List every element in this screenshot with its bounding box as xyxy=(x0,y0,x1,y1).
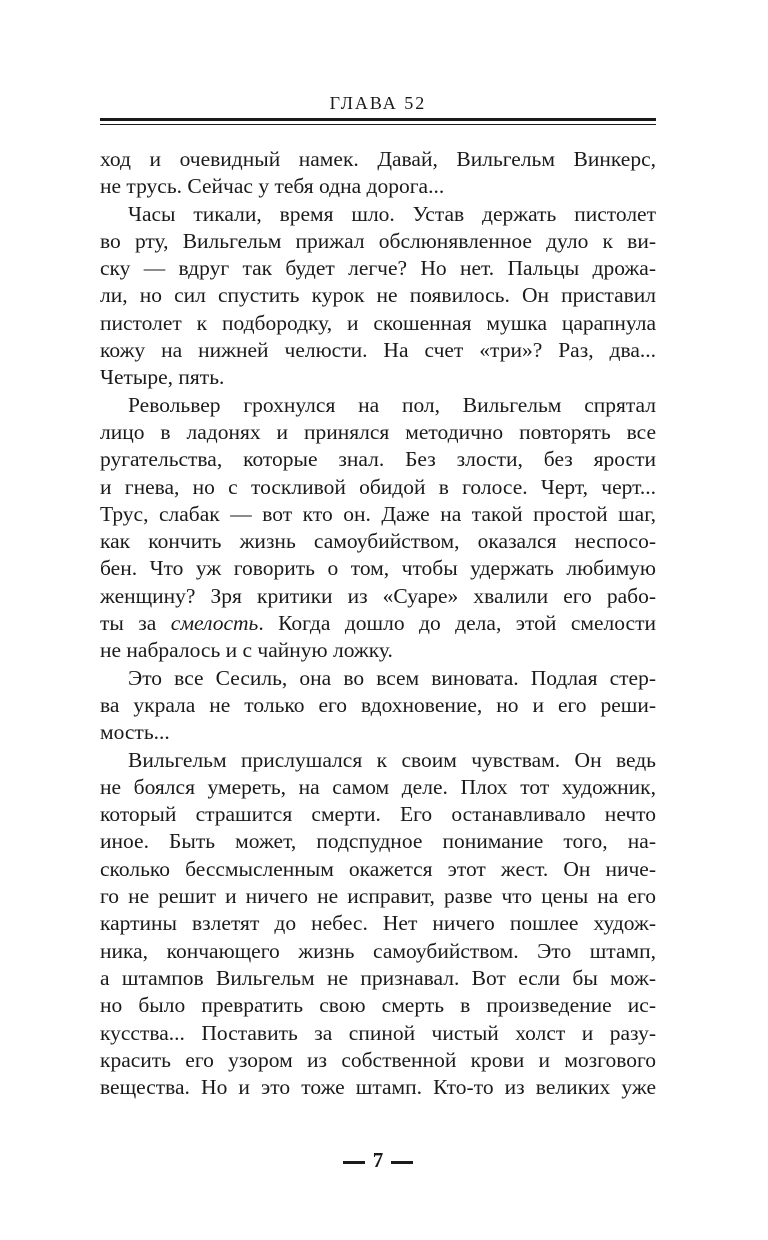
text-line: ва украла не только его вдохновение, но и его реши- xyxy=(100,692,656,717)
text-line: Часы тикали, время шло. Устав держать пистолет xyxy=(128,201,656,226)
page-number: 7 xyxy=(372,1148,384,1172)
text-line: иное. Быть может, подспудное понимание того, на- xyxy=(100,829,656,854)
text-line: Четыре, пять. xyxy=(100,365,225,390)
text-line: и гнева, но с тоскливой обидой в голосе. Черт, черт... xyxy=(100,474,656,499)
text-line: во рту, Вильгельм прижал обслюнявленное дуло к ви- xyxy=(100,228,656,253)
text-line: мость... xyxy=(100,720,170,745)
text-line: а штампов Вильгельм не признавал. Вот если бы мож- xyxy=(100,965,656,990)
text-line: Это все Сесиль, она во всем виновата. Подлая стер- xyxy=(128,665,656,690)
text-line: который страшится смерти. Его останавливало нечто xyxy=(100,802,656,827)
text-line: не набралось и с чайную ложку. xyxy=(100,638,393,663)
text-line: ход и очевидный намек. Давай, Вильгельм Винкерс, xyxy=(100,147,656,171)
text-line: но было превратить свою смерть в произведение ис- xyxy=(100,993,656,1018)
text-line: лицо в ладонях и принялся методично повторять все xyxy=(100,419,656,444)
text-line: сколько бессмысленным окажется этот жест. Он ниче- xyxy=(100,856,656,881)
header-rule-thick xyxy=(100,118,656,121)
text-line: Вильгельм прислушался к своим чувствам. Он ведь xyxy=(128,747,656,772)
text-line: Револьвер грохнулся на пол, Вильгельм спрятал xyxy=(128,392,656,417)
text-line: не трусь. Сейчас у тебя одна дорога... xyxy=(100,174,445,199)
text-line: ругательства, которые знал. Без злости, без ярости xyxy=(100,447,656,472)
text-line: ли, но сил спустить курок не появилось. Он приставил xyxy=(100,283,656,308)
text-line: красить его узором из собственной крови и мозгового xyxy=(100,1047,656,1072)
header-rule-thin xyxy=(100,124,656,125)
text-line: картины взлетят до небес. Нет ничего пошлее худож- xyxy=(100,911,656,936)
folio-dash-right xyxy=(391,1161,413,1164)
text-line: женщину? Зря критики из «Суаре» хвалили его рабо- xyxy=(100,583,656,608)
running-head: ГЛАВА 52 xyxy=(329,93,427,113)
body-text xyxy=(100,146,656,1101)
text-line: го не решит и ничего не исправит, разве что цены на его xyxy=(100,884,656,909)
text-line: пистолет к подбородку, и скошенная мушка царапнула xyxy=(100,310,656,335)
text-line: как кончить жизнь самоубийством, оказался неспосо- xyxy=(100,529,656,554)
text-line: не боялся умереть, на самом деле. Плох тот художник, xyxy=(100,774,656,799)
emphasis: смелость xyxy=(170,611,259,636)
page-number-block xyxy=(100,1148,656,1173)
text-line: кусства... Поставить за спиной чистый холст и разу- xyxy=(100,1020,656,1045)
text-line: ника, кончающего жизнь самоубийством. Это штамп, xyxy=(100,938,656,963)
folio-dash-left xyxy=(343,1161,365,1164)
text-line: кожу на нижней челюсти. На счет «три»? Раз, два... xyxy=(100,338,656,363)
text-line: Трус, слабак — вот кто он. Даже на такой простой шаг, xyxy=(100,501,656,526)
text-line: бен. Что уж говорить о том, чтобы удержать любимую xyxy=(100,556,656,581)
text-line: вещества. Но и это тоже штамп. Кто-то из великих уже xyxy=(100,1075,656,1100)
text-line: ску — вдруг так будет легче? Но нет. Пальцы дрожа- xyxy=(100,256,656,281)
text-line: ты за смелость. Когда дошло до дела, этой смелости xyxy=(100,611,656,636)
